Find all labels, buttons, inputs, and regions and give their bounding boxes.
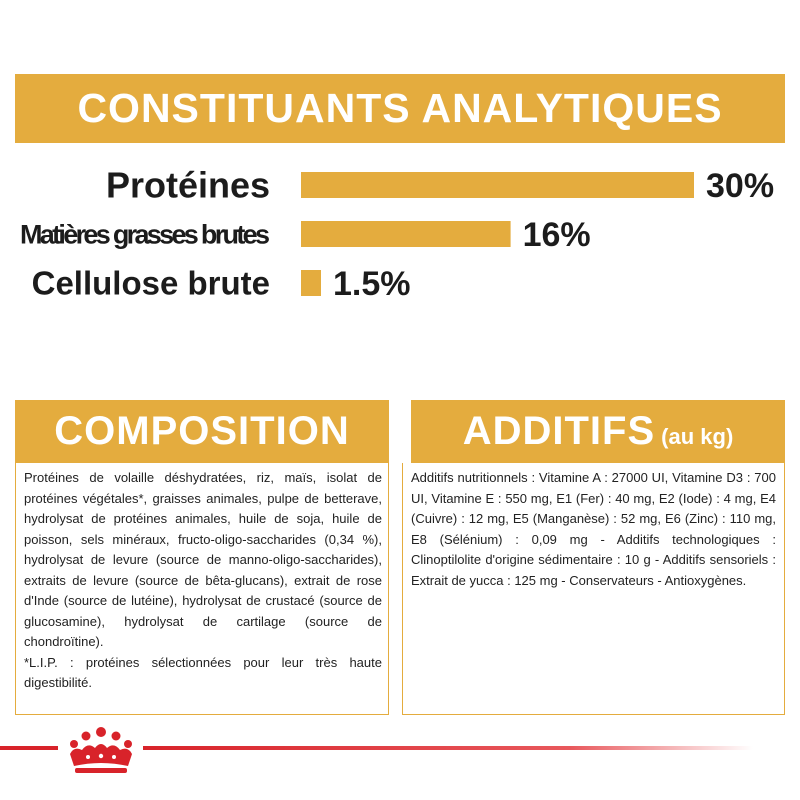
composition-text: Protéines de volaille déshydratées, riz, maïs, isolat de protéines végétales*, graisses animales, pulpe de betterave, hydrolysat de protéines animales, huile de soja, huile de poisson, sels minéraux, fructo-oligo-saccharides (0,34 %), hydrolysat de levure (source de manno-oligo-saccharides), extraits de levure (source de bêta-glucans), extrait de rose d'Inde (source de lutéine), hydrolysat de crustacé (source de glucosamine), hydrolysat de cartilage (source de chondroïtine). [24,470,382,649]
additifs-title: ADDITIFS [462,409,656,453]
composition-banner [15,400,389,463]
bar [301,270,321,296]
value-label: 16% [522,216,591,254]
additifs-banner [411,400,785,463]
bar [301,221,511,247]
composition-title: COMPOSITION [54,409,350,453]
composition-note: *L.I.P. : protéines sélectionnées pour leur très haute digestibilité. [24,654,382,690]
category-label: Matières grasses brutes [20,219,270,250]
category-label: Cellulose brute [31,264,270,302]
additifs-frame [402,463,785,715]
value-label: 30% [706,167,775,205]
value-label: 1.5% [333,265,411,303]
composition-body [15,463,389,715]
additifs-text: Additifs nutritionnels : Vitamine A : 27000 UI, Vitamine D3 : 700 UI, Vitamine E : 550 mg, E1 (Fer) : 40 mg, E2 (Iode) : 4 mg, E4 (Cuivre) : 12 mg, E5 (Manganèse) : 52 mg, E6 (Zinc) : 110 mg, E8 (Sélénium) : 0,09 mg - Additifs technologiques : Clinoptilolite d'origine sédimentaire : 10 g - Additifs sensoriels : Extrait de yucca : 125 mg - Conservateurs - Antioxygènes. [411,470,776,588]
crown-icon [60,724,142,782]
analytics-title: CONSTITUANTS ANALYTIQUES [77,85,723,131]
bar [301,172,694,198]
analytics-banner [15,74,785,143]
additifs-unit: (au kg) [661,424,734,449]
footer-line-right [143,746,753,750]
footer-line-left [0,746,58,750]
analytics-bar-chart [0,150,800,315]
category-label: Protéines [105,164,270,206]
